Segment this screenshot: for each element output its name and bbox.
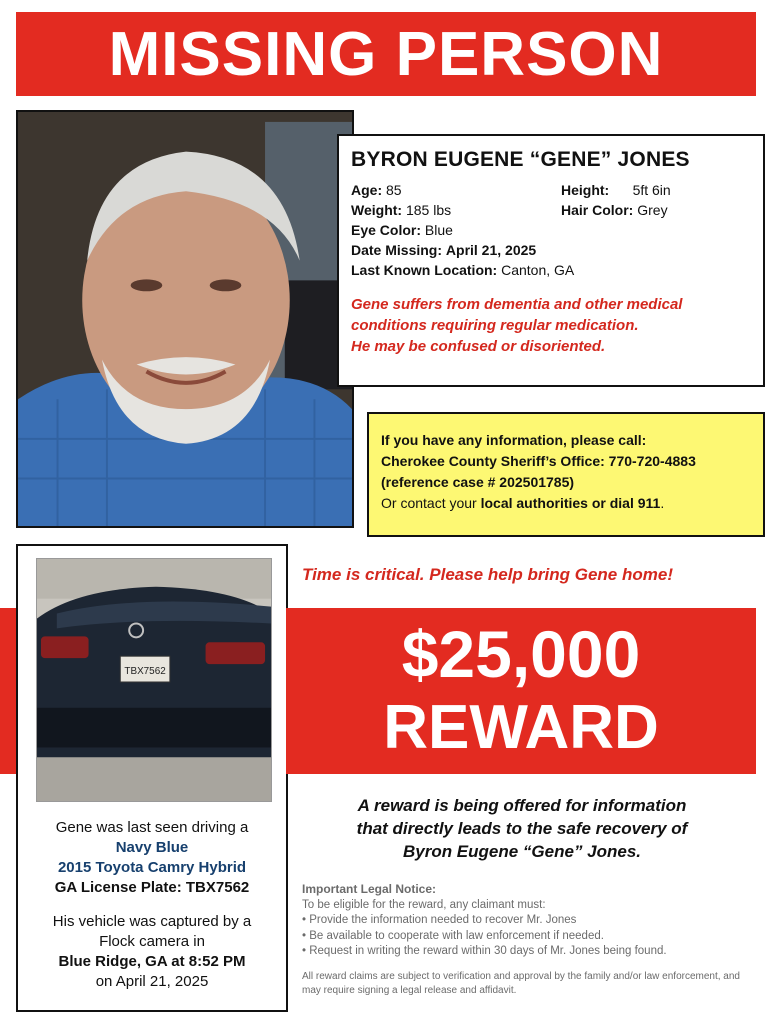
reward-amount: $25,000 <box>401 617 641 691</box>
eye-label: Eye Color: <box>351 222 422 238</box>
person-photo-illustration <box>18 112 352 526</box>
reward-offer-line: Byron Eugene “Gene” Jones. <box>402 842 642 861</box>
legal-notice <box>302 882 754 998</box>
header-banner <box>16 12 756 96</box>
medical-warning-line: Gene suffers from dementia and other medical <box>351 296 683 313</box>
height-value: 5ft 6in <box>632 182 671 198</box>
reward-band-edge <box>0 608 16 774</box>
weight-value: 185 lbs <box>405 202 452 218</box>
reward-offer-line: that directly leads to the safe recovery of <box>356 819 688 838</box>
reward-offer <box>296 794 748 863</box>
details-row-date <box>351 240 751 260</box>
sheriff-phone[interactable]: Cherokee County Sheriff’s Office: 770-720-4883 <box>381 453 696 469</box>
hair-label: Hair Color: <box>561 202 634 218</box>
legal-title: Important Legal Notice: <box>302 882 437 896</box>
legal-item: • Request in writing the reward within 30 days of Mr. Jones being found. <box>302 945 667 957</box>
dial-911-text: local authorities or dial 911 <box>480 495 661 511</box>
urgent-message: Time is critical. Please help bring Gene home! <box>302 565 673 584</box>
age-value: 85 <box>386 182 402 198</box>
vehicle-capture-line: Flock camera in <box>99 933 205 950</box>
vehicle-capture-location: Blue Ridge, GA at 8:52 PM <box>58 953 246 970</box>
person-name: BYRON EUGENE “GENE” JONES <box>351 148 690 171</box>
contact-box <box>367 412 765 537</box>
contact-text: Or contact your <box>381 495 481 511</box>
legal-item: • Be available to cooperate with law enforcement if needed. <box>302 929 604 942</box>
eye-value: Blue <box>424 222 453 238</box>
person-details-card <box>337 134 765 387</box>
medical-warning-line: He may be confused or disoriented. <box>351 338 606 355</box>
legal-footer: All reward claims are subject to verification and approval by the family and/or law enforcement, and may require signing a legal release and affidavit. <box>302 970 740 996</box>
reward-banner <box>286 608 756 774</box>
legal-item: • Provide the information needed to recover Mr. Jones <box>302 914 577 926</box>
legal-intro: To be eligible for the reward, any claimant must: <box>302 898 546 911</box>
hair-value: Grey <box>637 202 668 218</box>
date-missing-label: Date Missing: <box>351 242 443 258</box>
vehicle-capture-date: on April 21, 2025 <box>95 973 209 990</box>
details-row-eye <box>351 220 751 240</box>
license-plate-text: TBX7562 <box>124 666 166 678</box>
vehicle-capture-line: His vehicle was captured by a <box>52 913 252 930</box>
page-title: MISSING PERSON <box>108 19 664 89</box>
reward-offer-line: A reward is being offered for information <box>357 796 687 815</box>
details-row-age-height <box>351 180 751 200</box>
vehicle-model: 2015 Toyota Camry Hybrid <box>57 859 247 876</box>
contact-line: If you have any information, please call: <box>381 432 647 448</box>
reward-label: REWARD <box>383 693 659 762</box>
vehicle-intro: Gene was last seen driving a <box>55 819 249 836</box>
contact-text: . <box>660 495 665 511</box>
vehicle-illustration <box>37 559 271 801</box>
details-row-weight-hair <box>351 200 751 220</box>
details-row-location <box>351 260 751 280</box>
person-photo <box>16 110 354 528</box>
medical-warning <box>351 294 751 357</box>
weight-label: Weight: <box>351 202 403 218</box>
vehicle-photo <box>36 558 272 802</box>
location-value: Canton, GA <box>501 262 575 278</box>
contact-line <box>381 493 751 514</box>
medical-warning-line: conditions requiring regular medication. <box>351 317 639 334</box>
height-label: Height: <box>561 182 610 198</box>
vehicle-plate: GA License Plate: TBX7562 <box>54 879 250 896</box>
vehicle-card <box>16 544 288 1012</box>
vehicle-description <box>18 818 286 992</box>
location-label: Last Known Location: <box>351 262 498 278</box>
vehicle-color: Navy Blue <box>115 839 189 856</box>
reference-case: (reference case # 202501785) <box>381 474 575 490</box>
age-label: Age: <box>351 182 383 198</box>
date-missing-value: April 21, 2025 <box>445 242 537 258</box>
